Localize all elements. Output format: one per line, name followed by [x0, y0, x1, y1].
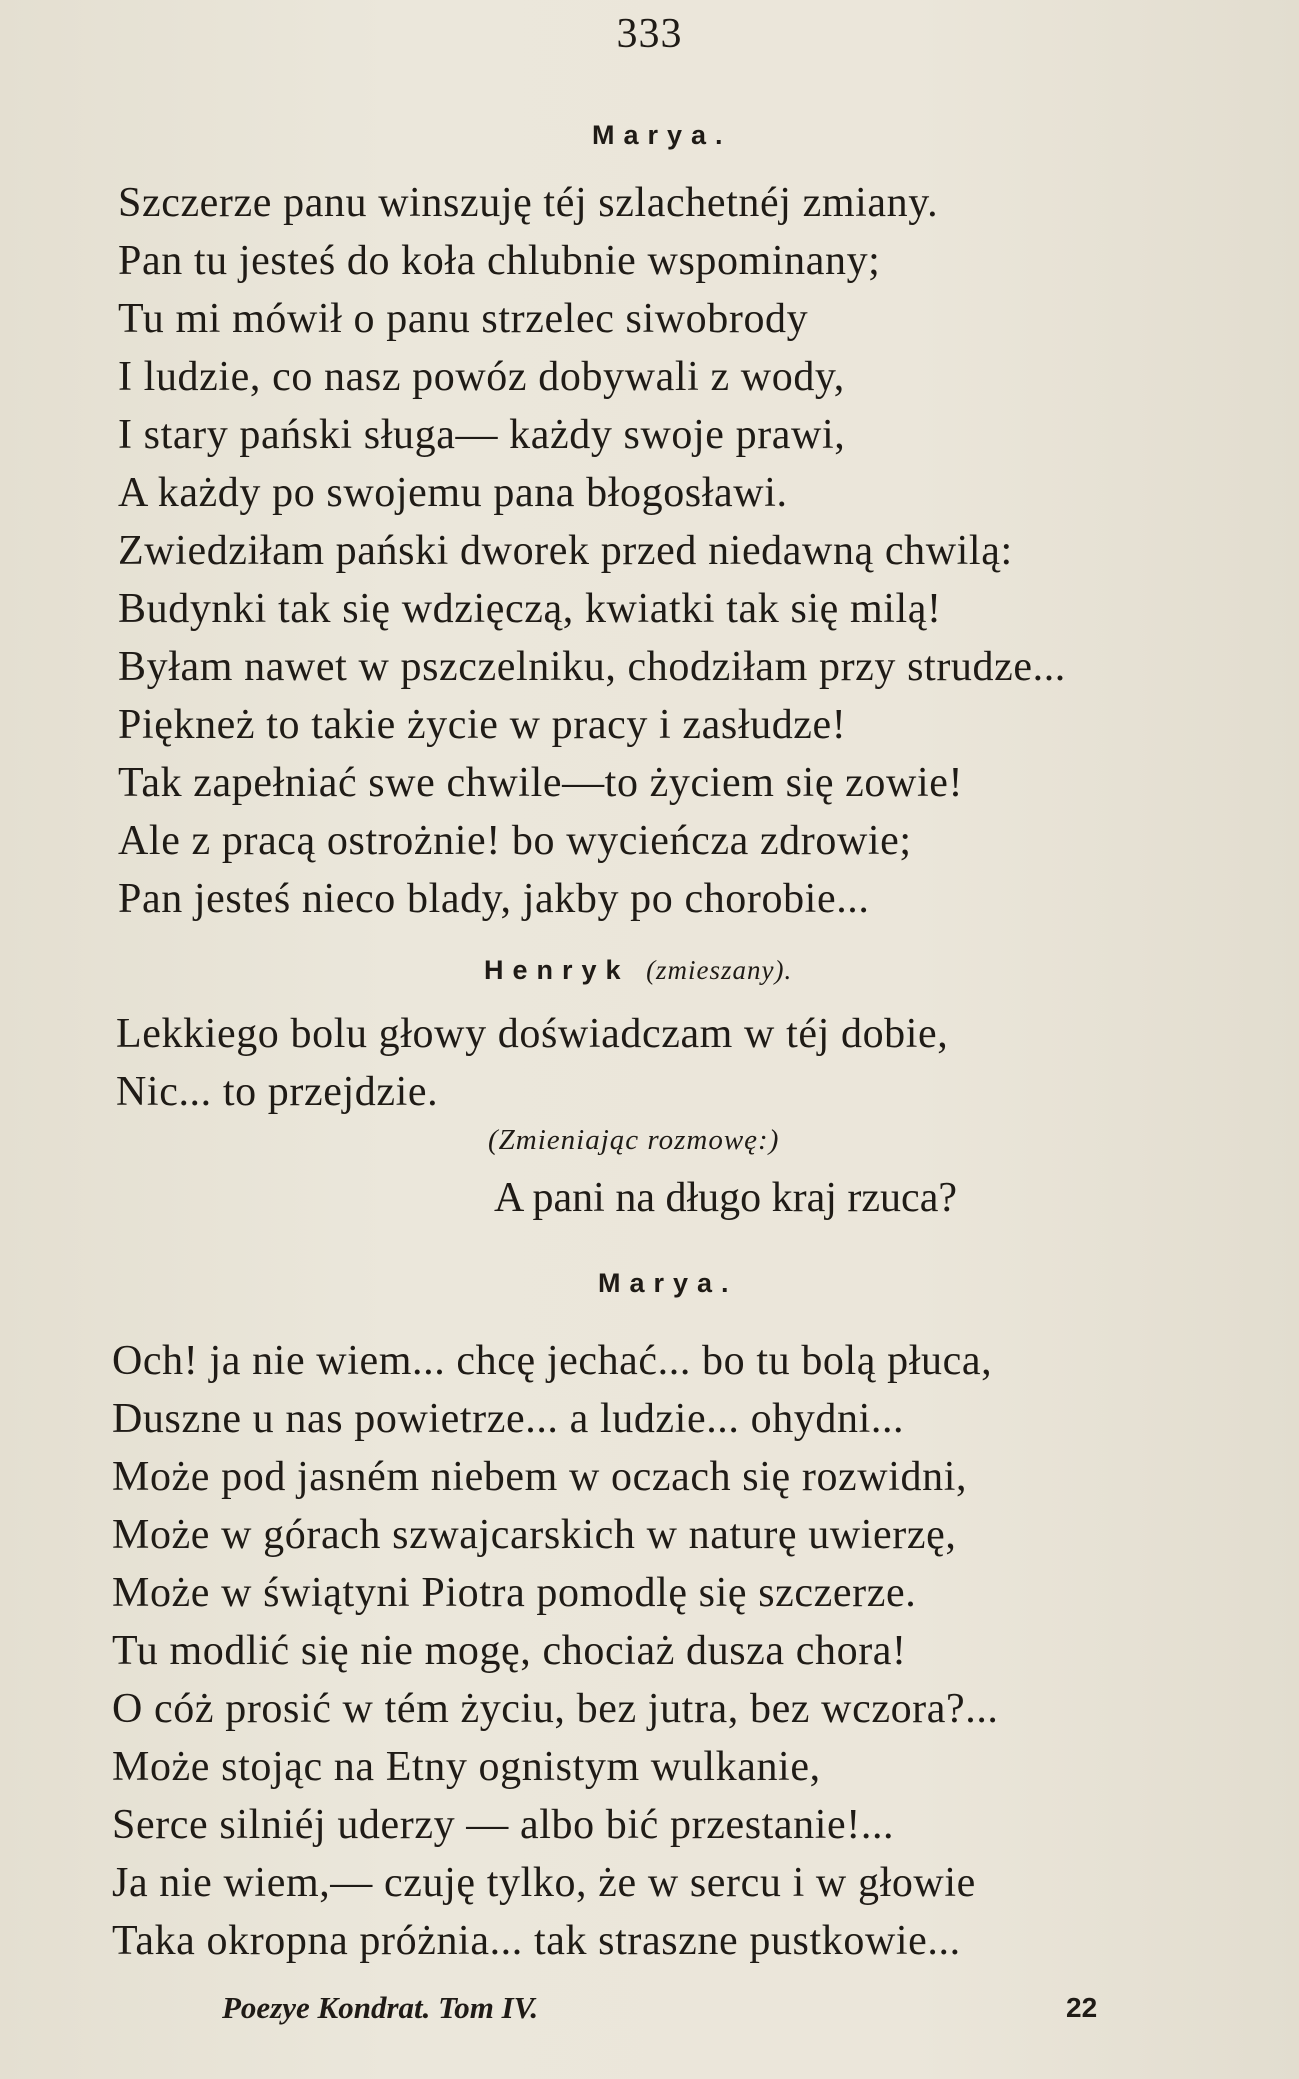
verse-line: Może w świątyni Piotra pomodlę się szczerze. — [112, 1570, 917, 1616]
verse-line: Zwiedziłam pański dworek przed niedawną chwilą: — [118, 528, 1013, 574]
verse-line: Pan jesteś nieco blady, jakby po chorobie... — [118, 876, 870, 922]
verse-line: Duszne u nas powietrze... a ludzie... ohydni... — [112, 1396, 905, 1442]
verse-line: Och! ja nie wiem... chcę jechać... bo tu bolą płuca, — [112, 1338, 993, 1384]
verse-line: I ludzie, co nasz powóz dobywali z wody, — [118, 354, 845, 400]
verse-line: Ja nie wiem,— czuję tylko, że w sercu i w głowie — [112, 1860, 976, 1906]
verse-line: Może w górach szwajcarskich w naturę uwierzę, — [112, 1512, 957, 1558]
verse-line: A pani na długo kraj rzuca? — [494, 1175, 957, 1221]
verse-line: Byłam nawet w pszczelniku, chodziłam przy strudze... — [118, 644, 1066, 690]
verse-block-1 — [0, 174, 1299, 928]
speaker-name: Marya. — [592, 120, 732, 150]
stage-direction: (zmieszany). — [646, 955, 793, 985]
verse-line: Taka okropna próżnia... tak straszne pustkowie... — [112, 1918, 961, 1964]
speaker-name: Marya. — [598, 1268, 738, 1298]
page-number: 333 — [616, 11, 683, 57]
verse-line: Tak zapełniać swe chwile—to życiem się zowie! — [118, 760, 964, 806]
verse-line: Nic... to przejdzie. — [116, 1069, 439, 1115]
verse-line: Serce silniéj uderzy — albo bić przestanie!... — [112, 1802, 895, 1848]
speaker-name — [484, 955, 792, 986]
verse-line: Tu mi mówił o panu strzelec siwobrody — [118, 296, 809, 342]
verse-line: Budynki tak się wdzięczą, kwiatki tak się milą! — [118, 586, 942, 632]
signature-mark: 22 — [1066, 1992, 1098, 2023]
verse-line: Tu modlić się nie mogę, chociaż dusza chora! — [112, 1628, 907, 1674]
verse-line: Ale z pracą ostrożnie! bo wycieńcza zdrowie; — [118, 818, 912, 864]
verse-line: O cóż prosić w tém życiu, bez jutra, bez wczora?... — [112, 1686, 999, 1732]
verse-line: Szczerze panu winszuję téj szlachetnéj zmiany. — [118, 180, 939, 226]
verse-line: Może stojąc na Etny ognistym wulkanie, — [112, 1744, 821, 1790]
verse-line: A każdy po swojemu pana błogosławi. — [118, 470, 788, 516]
stage-direction: (Zmieniając rozmowę:) — [488, 1124, 780, 1156]
verse-line: I stary pański sługa— każdy swoje prawi, — [118, 412, 846, 458]
footer-source: Poezye Kondrat. Tom IV. — [222, 1990, 539, 2025]
verse-line: Pan tu jesteś do koła chlubnie wspominany; — [118, 238, 881, 284]
verse-line: Piękneż to takie życie w pracy i zasłudze! — [118, 702, 847, 748]
verse-block-2 — [0, 1005, 1299, 1121]
verse-block-3 — [0, 1332, 1299, 1970]
verse-line: Lekkiego bolu głowy doświadczam w téj dobie, — [116, 1011, 949, 1057]
speaker-label: Henryk — [484, 955, 630, 985]
verse-line: Może pod jasném niebem w oczach się rozwidni, — [112, 1454, 968, 1500]
